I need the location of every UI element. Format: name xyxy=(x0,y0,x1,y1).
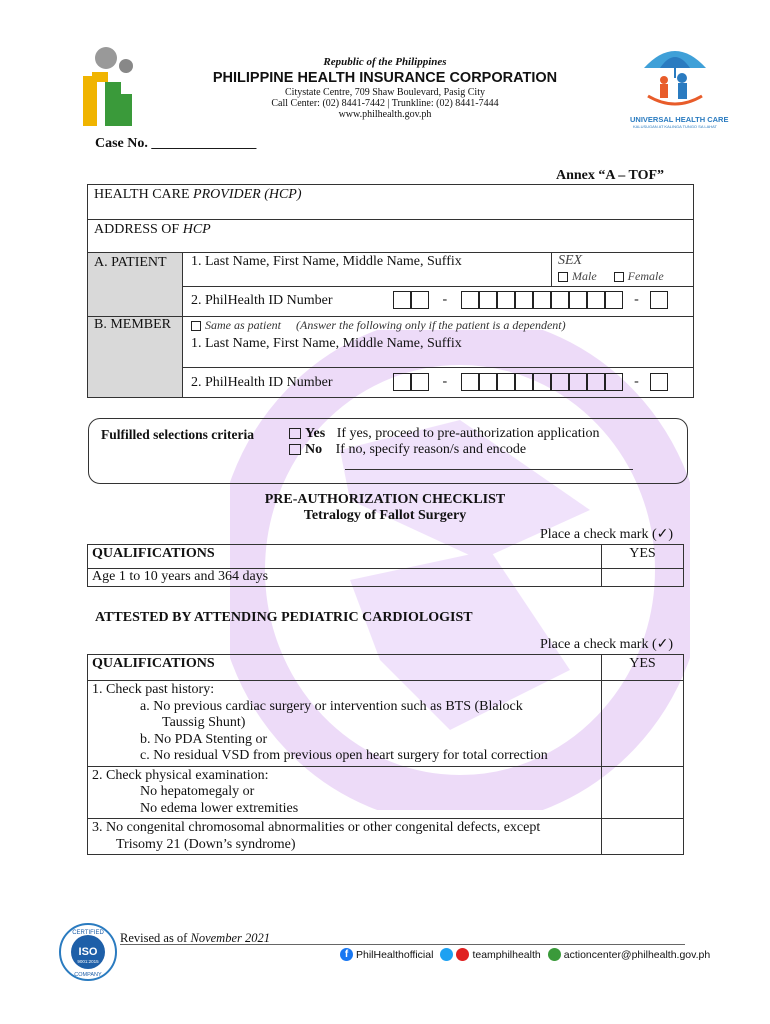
iso-certified-badge xyxy=(58,922,118,982)
member-name-field[interactable] xyxy=(182,316,694,368)
email-icon xyxy=(548,948,561,961)
patient-id-row xyxy=(182,286,694,317)
id-digit-box[interactable] xyxy=(650,291,668,309)
id-digit-box[interactable] xyxy=(515,291,533,309)
member-name-label: 1. Last Name, First Name, Middle Name, Suffix xyxy=(191,336,462,351)
id-digit-box[interactable] xyxy=(461,291,479,309)
item2a: No hepatomegaly or xyxy=(140,784,255,799)
id-digit-box[interactable] xyxy=(605,373,623,391)
address-row[interactable] xyxy=(87,219,694,253)
id-digit-box[interactable] xyxy=(461,373,479,391)
sex-label: SEX xyxy=(558,253,583,268)
id-dash: - xyxy=(634,374,639,390)
reason-line[interactable] xyxy=(345,469,633,470)
id-digit-box[interactable] xyxy=(393,291,411,309)
twitter-handle[interactable]: teamphilhealth xyxy=(472,948,541,961)
philhealth-logo xyxy=(78,44,140,130)
patient-id-label: 2. PhilHealth ID Number xyxy=(191,293,333,308)
yes-instructions: If yes, proceed to pre-authorization application xyxy=(336,426,600,441)
address-label-text: ADDRESS OF xyxy=(94,222,183,237)
id-digit-box[interactable] xyxy=(569,291,587,309)
hcp-label-text: HEALTH CARE xyxy=(94,187,194,202)
social-links xyxy=(340,948,710,961)
physical-exam-check[interactable] xyxy=(602,766,684,819)
email-address[interactable]: actioncenter@philhealth.gov.ph xyxy=(563,948,711,961)
congenital-check[interactable] xyxy=(602,819,684,855)
id-digit-box[interactable] xyxy=(533,291,551,309)
item1a-cont: Taussig Shunt) xyxy=(162,715,246,730)
iso-certified-text: CERTIFIED xyxy=(72,930,104,936)
member-id-label: 2. PhilHealth ID Number xyxy=(191,375,333,390)
footer-rule xyxy=(120,944,685,945)
no-checkbox[interactable] xyxy=(289,444,301,455)
id-digit-box[interactable] xyxy=(650,373,668,391)
address-label xyxy=(94,222,211,238)
same-as-patient-checkbox[interactable] xyxy=(191,321,201,331)
item1c: c. No residual VSD from previous open heart surgery for total correction xyxy=(140,748,548,763)
item3b: Trisomy 21 (Down’s syndrome) xyxy=(116,836,296,852)
attested-title: ATTESTED BY ATTENDING PEDIATRIC CARDIOLOGIST xyxy=(95,610,473,625)
patient-name-field[interactable] xyxy=(182,252,552,287)
id-dash: - xyxy=(634,292,639,308)
member-label-cell xyxy=(87,316,183,398)
id-digit-box[interactable] xyxy=(411,291,429,309)
id-digit-box[interactable] xyxy=(587,373,605,391)
qualifications-header: QUALIFICATIONS xyxy=(88,545,602,569)
id-digit-box[interactable] xyxy=(569,373,587,391)
id-digit-box[interactable] xyxy=(497,373,515,391)
past-history-check[interactable] xyxy=(602,681,684,767)
criteria-label: Fulfilled selections criteria xyxy=(101,427,254,442)
female-label: Female xyxy=(627,269,664,283)
member-id-boxes[interactable] xyxy=(393,373,668,391)
dependent-note: (Answer the following only if the patient is a dependent) xyxy=(296,318,566,332)
umbrella-family-icon xyxy=(630,40,720,110)
youtube-icon xyxy=(456,948,469,961)
facebook-handle[interactable]: PhilHealthofficial xyxy=(356,948,434,961)
male-checkbox[interactable] xyxy=(558,272,568,282)
id-digit-box[interactable] xyxy=(533,373,551,391)
revised-label: Revised as of xyxy=(120,931,191,945)
criteria-no-row xyxy=(289,442,526,458)
past-history-item xyxy=(88,681,602,767)
twitter-icon xyxy=(440,948,453,961)
id-digit-box[interactable] xyxy=(605,291,623,309)
uhc-logo-text: UNIVERSAL HEALTH CARE xyxy=(630,115,729,124)
no-instructions: If no, specify reason/s and encode xyxy=(335,442,527,457)
same-as-patient-label: Same as patient xyxy=(205,318,281,332)
qualifications-table xyxy=(87,544,684,587)
yes-checkbox[interactable] xyxy=(289,428,301,439)
id-digit-box[interactable] xyxy=(551,373,569,391)
uhc-logo xyxy=(630,40,729,132)
id-digit-box[interactable] xyxy=(497,291,515,309)
annex-label: Annex “A – TOF” xyxy=(556,168,665,183)
item1a: a. No previous cardiac surgery or intervention such as BTS (Blalock xyxy=(140,698,523,714)
id-dash: - xyxy=(442,292,448,308)
iso-text: ISO xyxy=(78,946,98,958)
item2-label: 2. Check physical examination: xyxy=(92,767,269,783)
place-check-note: Place a check mark (✓) xyxy=(540,527,673,542)
item2b: No edema lower extremities xyxy=(140,800,299,816)
checklist-subtitle: Tetralogy of Fallot Surgery xyxy=(303,508,467,523)
id-digit-box[interactable] xyxy=(515,373,533,391)
criteria-box xyxy=(88,418,688,484)
revised-date: November 2021 xyxy=(190,931,270,945)
attested-table xyxy=(87,654,684,855)
id-digit-box[interactable] xyxy=(479,373,497,391)
address-label-ital: HCP xyxy=(182,222,211,237)
id-dash: - xyxy=(442,374,448,390)
qualification-age: Age 1 to 10 years and 364 days xyxy=(88,569,602,587)
id-digit-box[interactable] xyxy=(551,291,569,309)
id-digit-box[interactable] xyxy=(411,373,429,391)
facebook-icon: f xyxy=(340,948,353,961)
yes-check-cell[interactable] xyxy=(602,569,684,587)
patient-id-boxes[interactable] xyxy=(393,291,668,309)
id-digit-box[interactable] xyxy=(479,291,497,309)
id-digit-box[interactable] xyxy=(587,291,605,309)
id-digit-box[interactable] xyxy=(393,373,411,391)
case-no xyxy=(95,136,256,152)
org-website: www.philhealth.gov.ph xyxy=(338,109,432,120)
org-address: Citystate Centre, 709 Shaw Boulevard, Pasig City xyxy=(285,87,485,98)
sex-options xyxy=(558,269,664,284)
patient-name-label: 1. Last Name, First Name, Middle Name, Suffix xyxy=(191,254,462,269)
yes-label: Yes xyxy=(305,426,326,441)
hcp-label-ital: PROVIDER (HCP) xyxy=(193,187,302,202)
item1-label: 1. Check past history: xyxy=(92,682,215,697)
male-label: Male xyxy=(572,269,597,283)
attested-qualifications-header: QUALIFICATIONS xyxy=(88,655,602,681)
item3-label: 3. No congenital chromosomal abnormalities or other congenital defects, except xyxy=(92,820,541,835)
no-label: No xyxy=(305,442,323,457)
org-contacts: Call Center: (02) 8441-7442 | Trunkline: (02) 8441-7444 xyxy=(271,98,499,109)
case-no-line: _______________ xyxy=(151,136,257,151)
republic-text: Republic of the Philippines xyxy=(323,56,447,68)
patient-label: A. PATIENT xyxy=(94,255,167,270)
checklist-title: PRE-AUTHORIZATION CHECKLIST xyxy=(264,492,506,507)
female-checkbox[interactable] xyxy=(614,272,624,282)
criteria-yes-row xyxy=(289,426,600,442)
member-label: B. MEMBER xyxy=(94,317,172,332)
iso-company-text: COMPANY xyxy=(74,972,102,978)
item1b: b. No PDA Stenting or xyxy=(140,731,268,747)
iso-number: 9001:2015 xyxy=(77,959,99,964)
patient-label-cell xyxy=(87,252,183,317)
org-name: PHILIPPINE HEALTH INSURANCE CORPORATION xyxy=(212,70,558,86)
same-as-patient-row xyxy=(191,318,566,333)
member-id-row xyxy=(182,367,694,398)
place-check-note-2: Place a check mark (✓) xyxy=(540,637,673,652)
yes-header: YES xyxy=(602,545,684,569)
hcp-label xyxy=(94,187,302,203)
attested-yes-header: YES xyxy=(602,655,684,681)
patient-sex-field[interactable] xyxy=(551,252,694,287)
hcp-row[interactable] xyxy=(87,184,694,220)
physical-exam-item xyxy=(88,766,602,819)
congenital-item xyxy=(88,819,602,855)
case-no-label: Case No. xyxy=(95,136,148,151)
uhc-logo-subtext: KALUSUGAN AT KALINGA TUNGO SA LAHAT xyxy=(633,124,717,129)
